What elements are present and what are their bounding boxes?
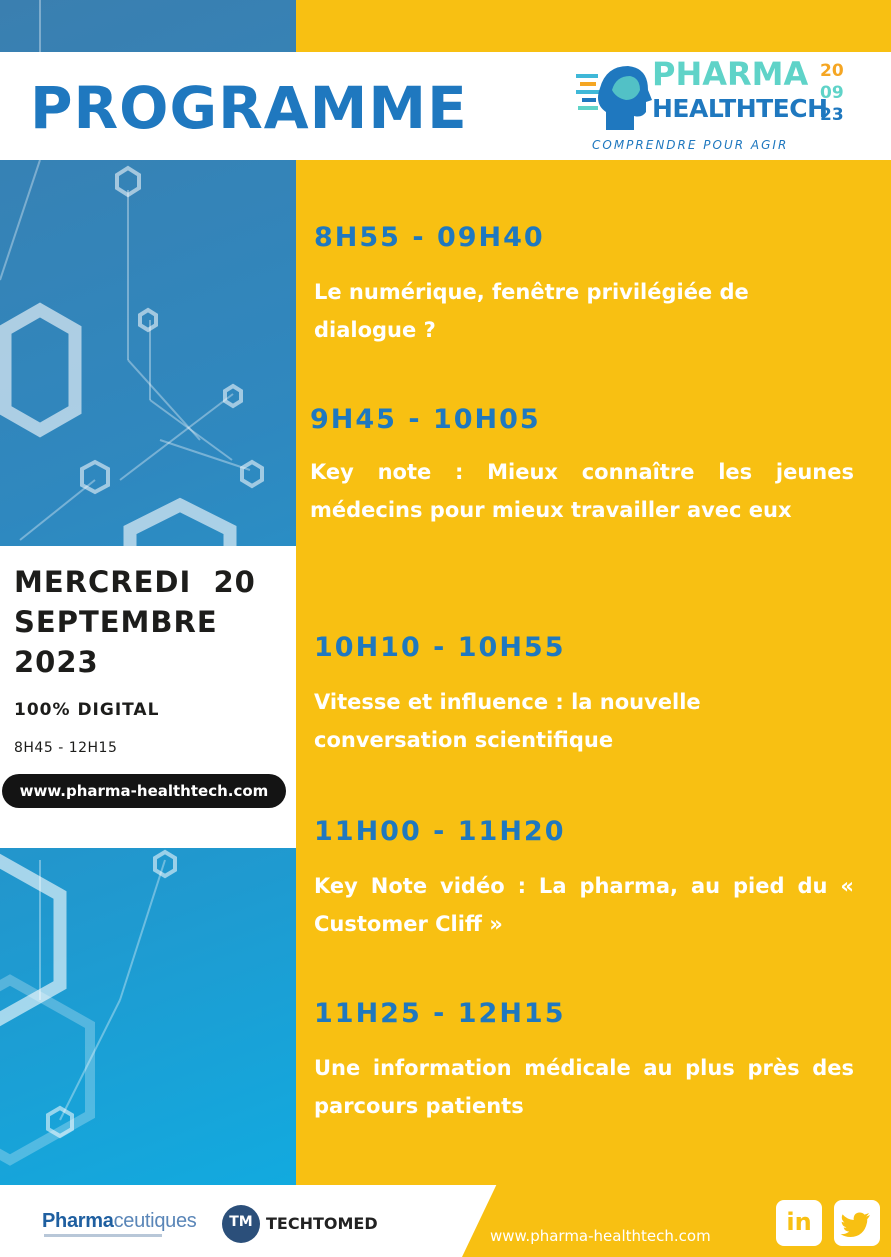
agenda-title: Une information médicale au plus près des parcours patients [314,1056,854,1118]
agenda-item [314,818,854,943]
event-date-line: MERCREDI 20 [14,565,256,599]
pharmaceutiques-logo-light: ceutiques [113,1210,197,1232]
agenda-time: 9H45 - 10H05 [310,404,541,435]
logo-healthtech-text: HEALTHTECH [652,94,828,123]
agenda-time: 11H25 - 12H15 [314,998,566,1029]
event-date [14,562,256,682]
event-format: 100% DIGITAL [14,700,160,720]
techtomed-logo-icon [222,1205,260,1243]
agenda-item [314,224,854,349]
agenda-item [314,1000,854,1125]
logo-year-part: 23 [820,105,844,125]
linkedin-icon[interactable] [776,1200,822,1246]
techtomed-logo-text: TECHTOMED [266,1214,378,1233]
agenda-item [314,634,854,759]
event-website-link[interactable]: www.pharma-healthtech.com [2,774,286,808]
logo-year-part: 09 [820,83,844,103]
linkedin-glyph: in [786,1208,812,1236]
logo-pharma-text: PHARMA [652,55,809,93]
footer-accent [462,1185,891,1257]
logo-tagline: COMPRENDRE POUR AGIR [592,138,789,152]
head-profile-icon [576,60,652,132]
event-date-line: 2023 [14,645,99,679]
agenda-title: Key Note vidéo : La pharma, au pied du « Customer Cliff » [314,874,854,936]
pharmaceutiques-underline [44,1234,162,1237]
page-title: PROGRAMME [30,74,468,142]
agenda-title: Key note : Mieux connaître les jeunes médecins pour mieux travailler avec eux [310,460,854,522]
twitter-icon[interactable] [834,1200,880,1246]
event-date-line: SEPTEMBRE [14,605,218,639]
agenda-time: 10H10 - 10H55 [314,632,566,663]
footer-website-link[interactable]: www.pharma-healthtech.com [490,1227,711,1245]
agenda-title: Vitesse et influence : la nouvelle conversation scientifique [314,690,701,752]
agenda-item [310,406,854,529]
event-hours: 8H45 - 12H15 [14,740,118,756]
logo-year-part: 20 [820,61,844,81]
agenda-time: 8H55 - 09H40 [314,222,545,253]
techtomed-mark-text: TM [229,1214,253,1230]
twitter-bird-icon [834,1200,880,1246]
agenda-time: 11H00 - 11H20 [314,816,566,847]
pharmaceutiques-logo [42,1210,197,1233]
agenda-title: Le numérique, fenêtre privilégiée de dialogue ? [314,280,749,342]
logo-year [820,60,844,126]
pharma-healthtech-logo [576,56,876,160]
pharmaceutiques-logo-bold: Pharma [42,1210,114,1232]
